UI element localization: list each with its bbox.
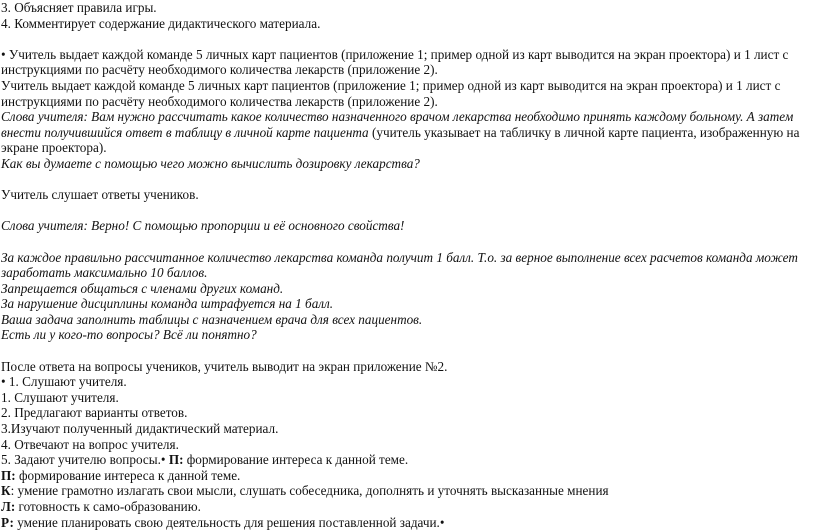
competence-line <box>1 468 816 484</box>
competence-line <box>1 499 816 515</box>
normal-text: (учитель указывает на табличку в личной карте пациента, изображенную на экране проектора). <box>1 124 800 156</box>
competence-text: формирование интереса к данной теме. <box>15 467 241 483</box>
text-line: 4. Комментирует содержание дидактического материала. <box>1 15 321 31</box>
rules-paragraph: За каждое правильно рассчитанное количество лекарства команда получит 1 балл. Т.о. за верное выполнение всех расчетов команда может заработать максимально 10 баллов. <box>1 249 798 281</box>
bold-label: К <box>1 483 11 499</box>
list-item: 1. Слушают учителя. <box>1 389 119 405</box>
teacher-words-paragraph <box>1 109 816 156</box>
text-line: Учитель слушает ответы учеников. <box>1 187 199 203</box>
list-text: 5. Задают учителю вопросы.• <box>1 452 169 468</box>
rule-line: За нарушение дисциплины команда штрафуется на 1 балл. <box>1 296 334 312</box>
bold-label: Л: <box>1 499 16 514</box>
text-paragraph: • Учитель выдает каждой команде 5 личных карт пациентов (приложение 1; пример одной из карт выводится на экран проектора) и 1 лист с инструкциями по расчёту необходимого количества лекарств (приложение 2). <box>1 46 789 78</box>
list-item: 4. Отвечают на вопрос учителя. <box>1 436 179 452</box>
rule-line: Запрещается общаться с членами других команд. <box>1 280 284 296</box>
list-text: формирование интереса к данной теме. <box>183 452 409 468</box>
italic-text: Слова учителя: Вам нужно рассчитать какое количество назначенного врачом лекарства необходимо принять каждому больному. А затем внести получившийся ответ в таблицу в личной карте пациента <box>1 109 794 140</box>
teacher-words-line: Слова учителя: Верно! С помощью пропорции и её основного свойства! <box>1 218 405 234</box>
list-item: 2. Предлагают варианты ответов. <box>1 405 188 421</box>
text-line: 3. Объясняет правила игры. <box>1 0 157 15</box>
competence-text: готовность к само-образованию. <box>15 499 201 514</box>
competence-text: умение планировать свою деятельность для решения поставленной задачи.• <box>13 514 445 530</box>
competence-line <box>1 515 816 530</box>
list-item <box>1 452 816 468</box>
text-paragraph: Учитель выдает каждой команде 5 личных карт пациентов (приложение 1; пример одной из карт выводится на экран проектора) и 1 лист с инструкциями по расчёту необходимого количества лекарств (приложение 2). <box>1 77 781 109</box>
rule-line: Ваша задача заполнить таблицы с назначением врача для всех пациентов. <box>1 311 423 327</box>
rule-line: Есть ли у кого-то вопросы? Всё ли понятно? <box>1 327 257 343</box>
bold-label: П: <box>1 467 16 483</box>
text-line: После ответа на вопросы учеников, учитель выводит на экран приложение №2. <box>1 358 448 374</box>
bold-label: Р: <box>1 514 14 530</box>
question-line: Как вы думаете с помощью чего можно вычислить дозировку лекарства? <box>1 155 420 171</box>
list-item: 3.Изучают полученный дидактический материал. <box>1 421 279 437</box>
competence-text: : умение грамотно излагать свои мысли, слушать собеседника, дополнять и уточнять высказанные мнения <box>10 483 609 499</box>
competence-line <box>1 483 816 499</box>
list-item: • 1. Слушают учителя. <box>1 374 127 390</box>
bold-label: П: <box>168 452 184 468</box>
